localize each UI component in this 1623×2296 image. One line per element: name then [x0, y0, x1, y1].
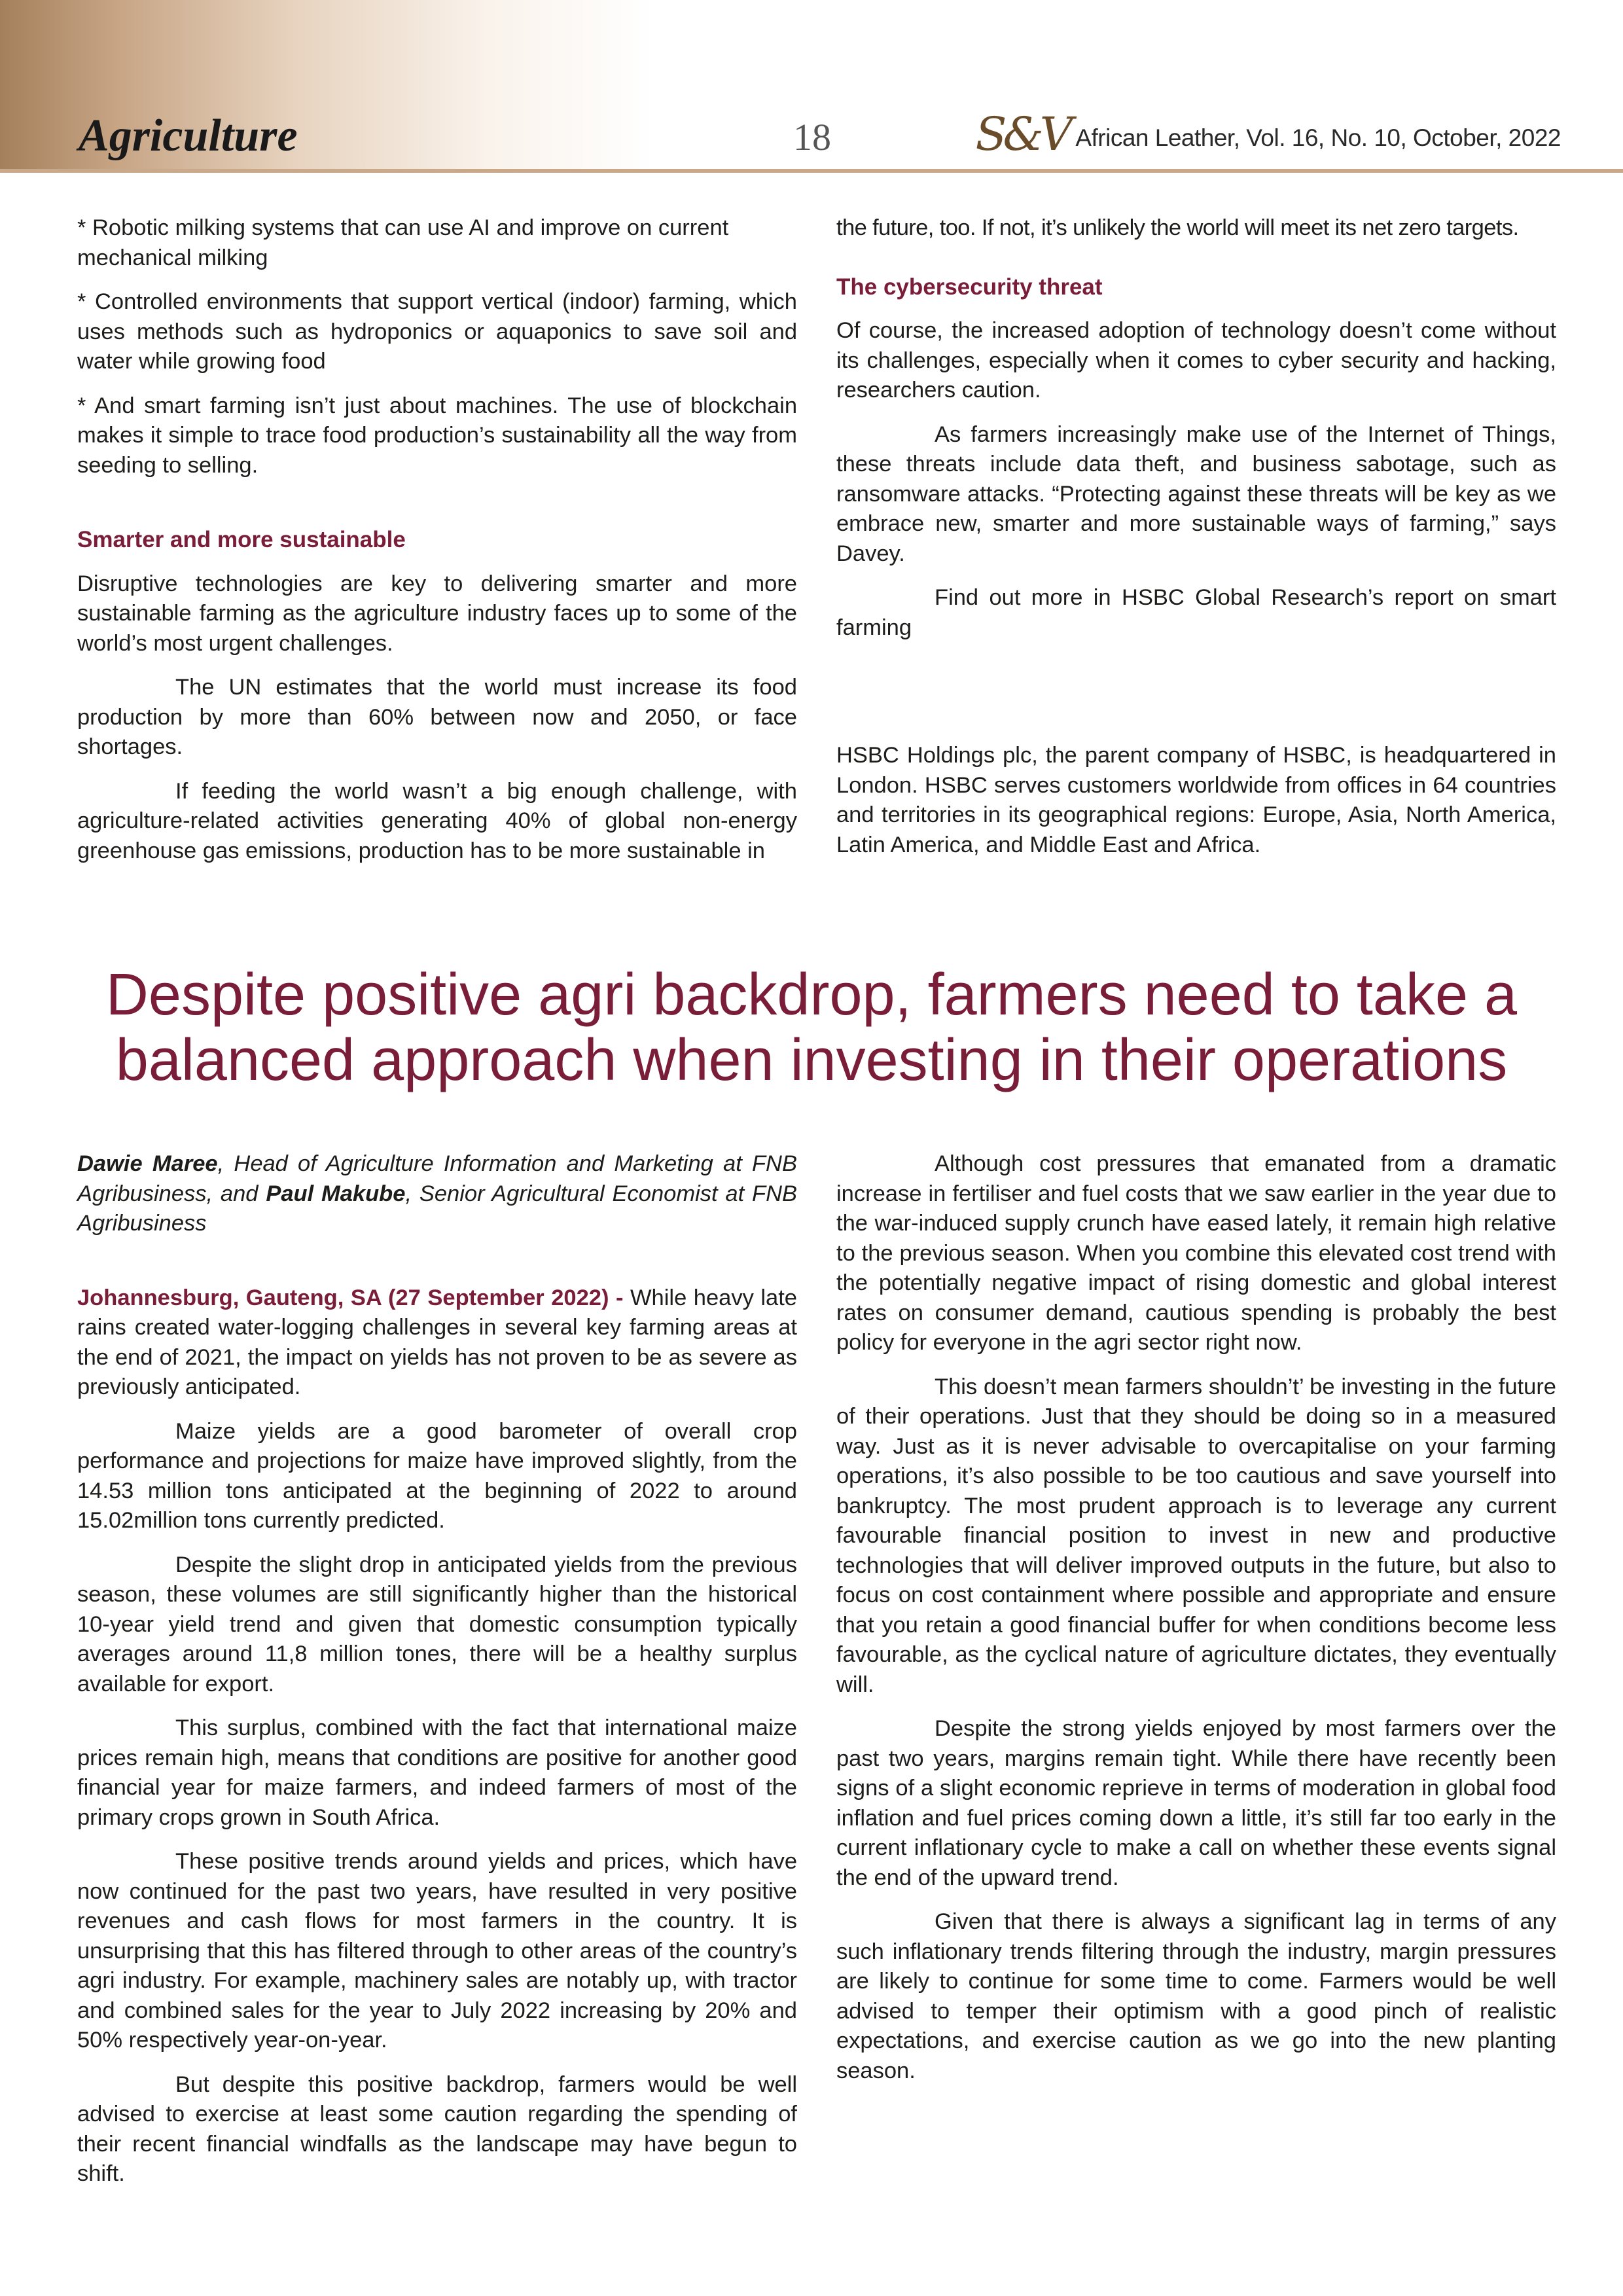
- author-name: Dawie Maree: [77, 1151, 218, 1176]
- author-role: , Senior Agricultural Economist at FNB Agribusiness: [77, 1181, 797, 1236]
- paragraph: But despite this positive backdrop, farmers would be well advised to exercise at least some caution regarding the spending of their recent financial windfalls as the landscape may have begun to shift.: [77, 2072, 797, 2186]
- issue-info: African Leather, Vol. 16, No. 10, October, 2022: [1075, 124, 1561, 151]
- paragraph: Although cost pressures that emanated from a dramatic increase in fertiliser and fuel costs that we saw earlier in the year due to the war-induced supply crunch have eased lately, it remain high relative to the previous season. When you combine this elevated cost trend with the potentially negative impact of rising domestic and global interest rates on consumer demand, cautious spending is probably the best policy for everyone in the agri sector right now.: [836, 1151, 1556, 1355]
- page-number: 18: [793, 116, 831, 158]
- paragraph: [77, 1283, 797, 1403]
- paragraph: These positive trends around yields and prices, which have now continued for the past two years, have resulted in very positive revenues and cash flows for most farmers in the country. It is unsurprising that this has filtered through to other areas of the country’s agri industry. For example, machinery sales are notably up, with tractor and combined sales for the year to July 2022 increasing by 20% and 50% respectively year-on-year.: [77, 1849, 797, 2053]
- section-title: Agriculture: [79, 111, 298, 161]
- paragraph: This doesn’t mean farmers shouldn’t’ be investing in the future of their operations. Just that they should be doing so in a measured way. Just as it is never advisable to overcapitalise on your farming operations, it’s also possible to be too cautious and save yourself into bankruptcy. The most prudent approach is to leverage any current favourable financial position to invest in new and productive technologies that will deliver improved outputs in the future, but also to focus on cost containment where possible and appropriate and ensure that you retain a good financial buffer for when conditions become less favourable, as the cyclical nature of agriculture dictates, they eventually will.: [836, 1374, 1556, 1697]
- paragraph: This surplus, combined with the fact that international maize prices remain high, means that conditions are positive for another good financial year for maize farmers, and indeed farmers of most of the primary crops grown in South Africa.: [77, 1715, 797, 1830]
- dateline: Johannesburg, Gauteng, SA (27 September 2022) -: [77, 1285, 624, 1310]
- bullet-item: * Controlled environments that support vertical (indoor) farming, which uses methods such as hydroponics or aquaponics to save soil and water while growing food: [77, 289, 797, 374]
- article1-left-column: [77, 213, 797, 880]
- paragraph: Despite the strong yields enjoyed by most farmers over the past two years, margins remain tight. While there have recently been signs of a slight economic reprieve in terms of moderation in global food inflation and fuel prices coming down a little, it’s still far too early in the current inflationary cycle to make a call on whether these events signal the end of the upward trend.: [836, 1716, 1556, 1890]
- author-name: Paul Makube: [266, 1181, 406, 1206]
- paragraph: Maize yields are a good barometer of overall crop performance and projections for maize have improved slightly, from the 14.53 million tons anticipated at the beginning of 2022 to around 15.02million tons currently predicted.: [77, 1418, 797, 1533]
- article2-right-column: [836, 1149, 1556, 2100]
- publisher-logo: S&V: [975, 107, 1069, 161]
- headline-line: balanced approach when investing in their operations: [115, 1028, 1508, 1093]
- byline: [77, 1149, 797, 1239]
- paragraph: As farmers increasingly make use of the Internet of Things, these threats include data theft, and business sabotage, such as ransomware attacks. “Protecting against these threats will be key as we embrace new, smarter and more sustainable ways of farming,” says Davey.: [836, 422, 1556, 566]
- paragraph: Given that there is always a significant lag in terms of any such inflationary trends filtering through the industry, margin pressures are likely to continue for some time to come. Farmers would be well advised to temper their optimism with a good pinch of realistic expectations, and exercise caution as we go into the new planting season.: [836, 1909, 1556, 2083]
- paragraph: Of course, the increased adoption of technology doesn’t come without its challenges, especially when it comes to cyber security and hacking, researchers caution.: [836, 318, 1556, 403]
- headline-line: Despite positive agri backdrop, farmers need to take a: [105, 962, 1518, 1028]
- subheading: Smarter and more sustainable: [77, 527, 406, 552]
- paragraph-text: While heavy late rains created water-logging challenges in several key farming areas at the end of 2021, the impact on yields has not proven to be as severe as previously anticipated.: [77, 1285, 797, 1399]
- article1-right-column: [836, 213, 1556, 874]
- paragraph: the future, too. If not, it’s unlikely the world will meet its net zero targets.: [836, 215, 1519, 240]
- article-headline: [65, 962, 1558, 1093]
- author-role: , Head of Agriculture Information and Marketing at FNB Agribusiness, and: [77, 1151, 797, 1206]
- paragraph: If feeding the world wasn’t a big enough challenge, with agriculture-related activities generating 40% of global non-energy greenhouse gas emissions, production has to be more sustainable in: [77, 778, 797, 863]
- masthead: [975, 107, 1561, 161]
- paragraph: The UN estimates that the world must increase its food production by more than 60% between now and 2050, or face shortages.: [77, 675, 797, 759]
- subheading: The cybersecurity threat: [836, 274, 1103, 300]
- article2-left-column: [77, 1149, 797, 2204]
- paragraph: Disruptive technologies are key to delivering smarter and more sustainable farming as the agriculture industry faces up to some of the world’s most urgent challenges.: [77, 571, 797, 656]
- paragraph: HSBC Holdings plc, the parent company of HSBC, is headquartered in London. HSBC serves customers worldwide from offices in 64 countries and territories in its geographical regions: Europe, Asia, North America, Latin America, and Middle East and Africa.: [836, 743, 1556, 857]
- header-divider: [0, 169, 1623, 173]
- bullet-item: * Robotic milking systems that can use AI and improve on current mechanical milking: [77, 215, 729, 270]
- paragraph: Find out more in HSBC Global Research’s report on smart farming: [836, 585, 1556, 640]
- bullet-item: * And smart farming isn’t just about machines. The use of blockchain makes it simple to trace food production’s sustainability all the way from seeding to selling.: [77, 393, 797, 478]
- paragraph: Despite the slight drop in anticipated yields from the previous season, these volumes are still significantly higher than the historical 10-year yield trend and given that domestic consumption typically averages around 11,8 million tones, there will be a healthy surplus available for export.: [77, 1552, 797, 1696]
